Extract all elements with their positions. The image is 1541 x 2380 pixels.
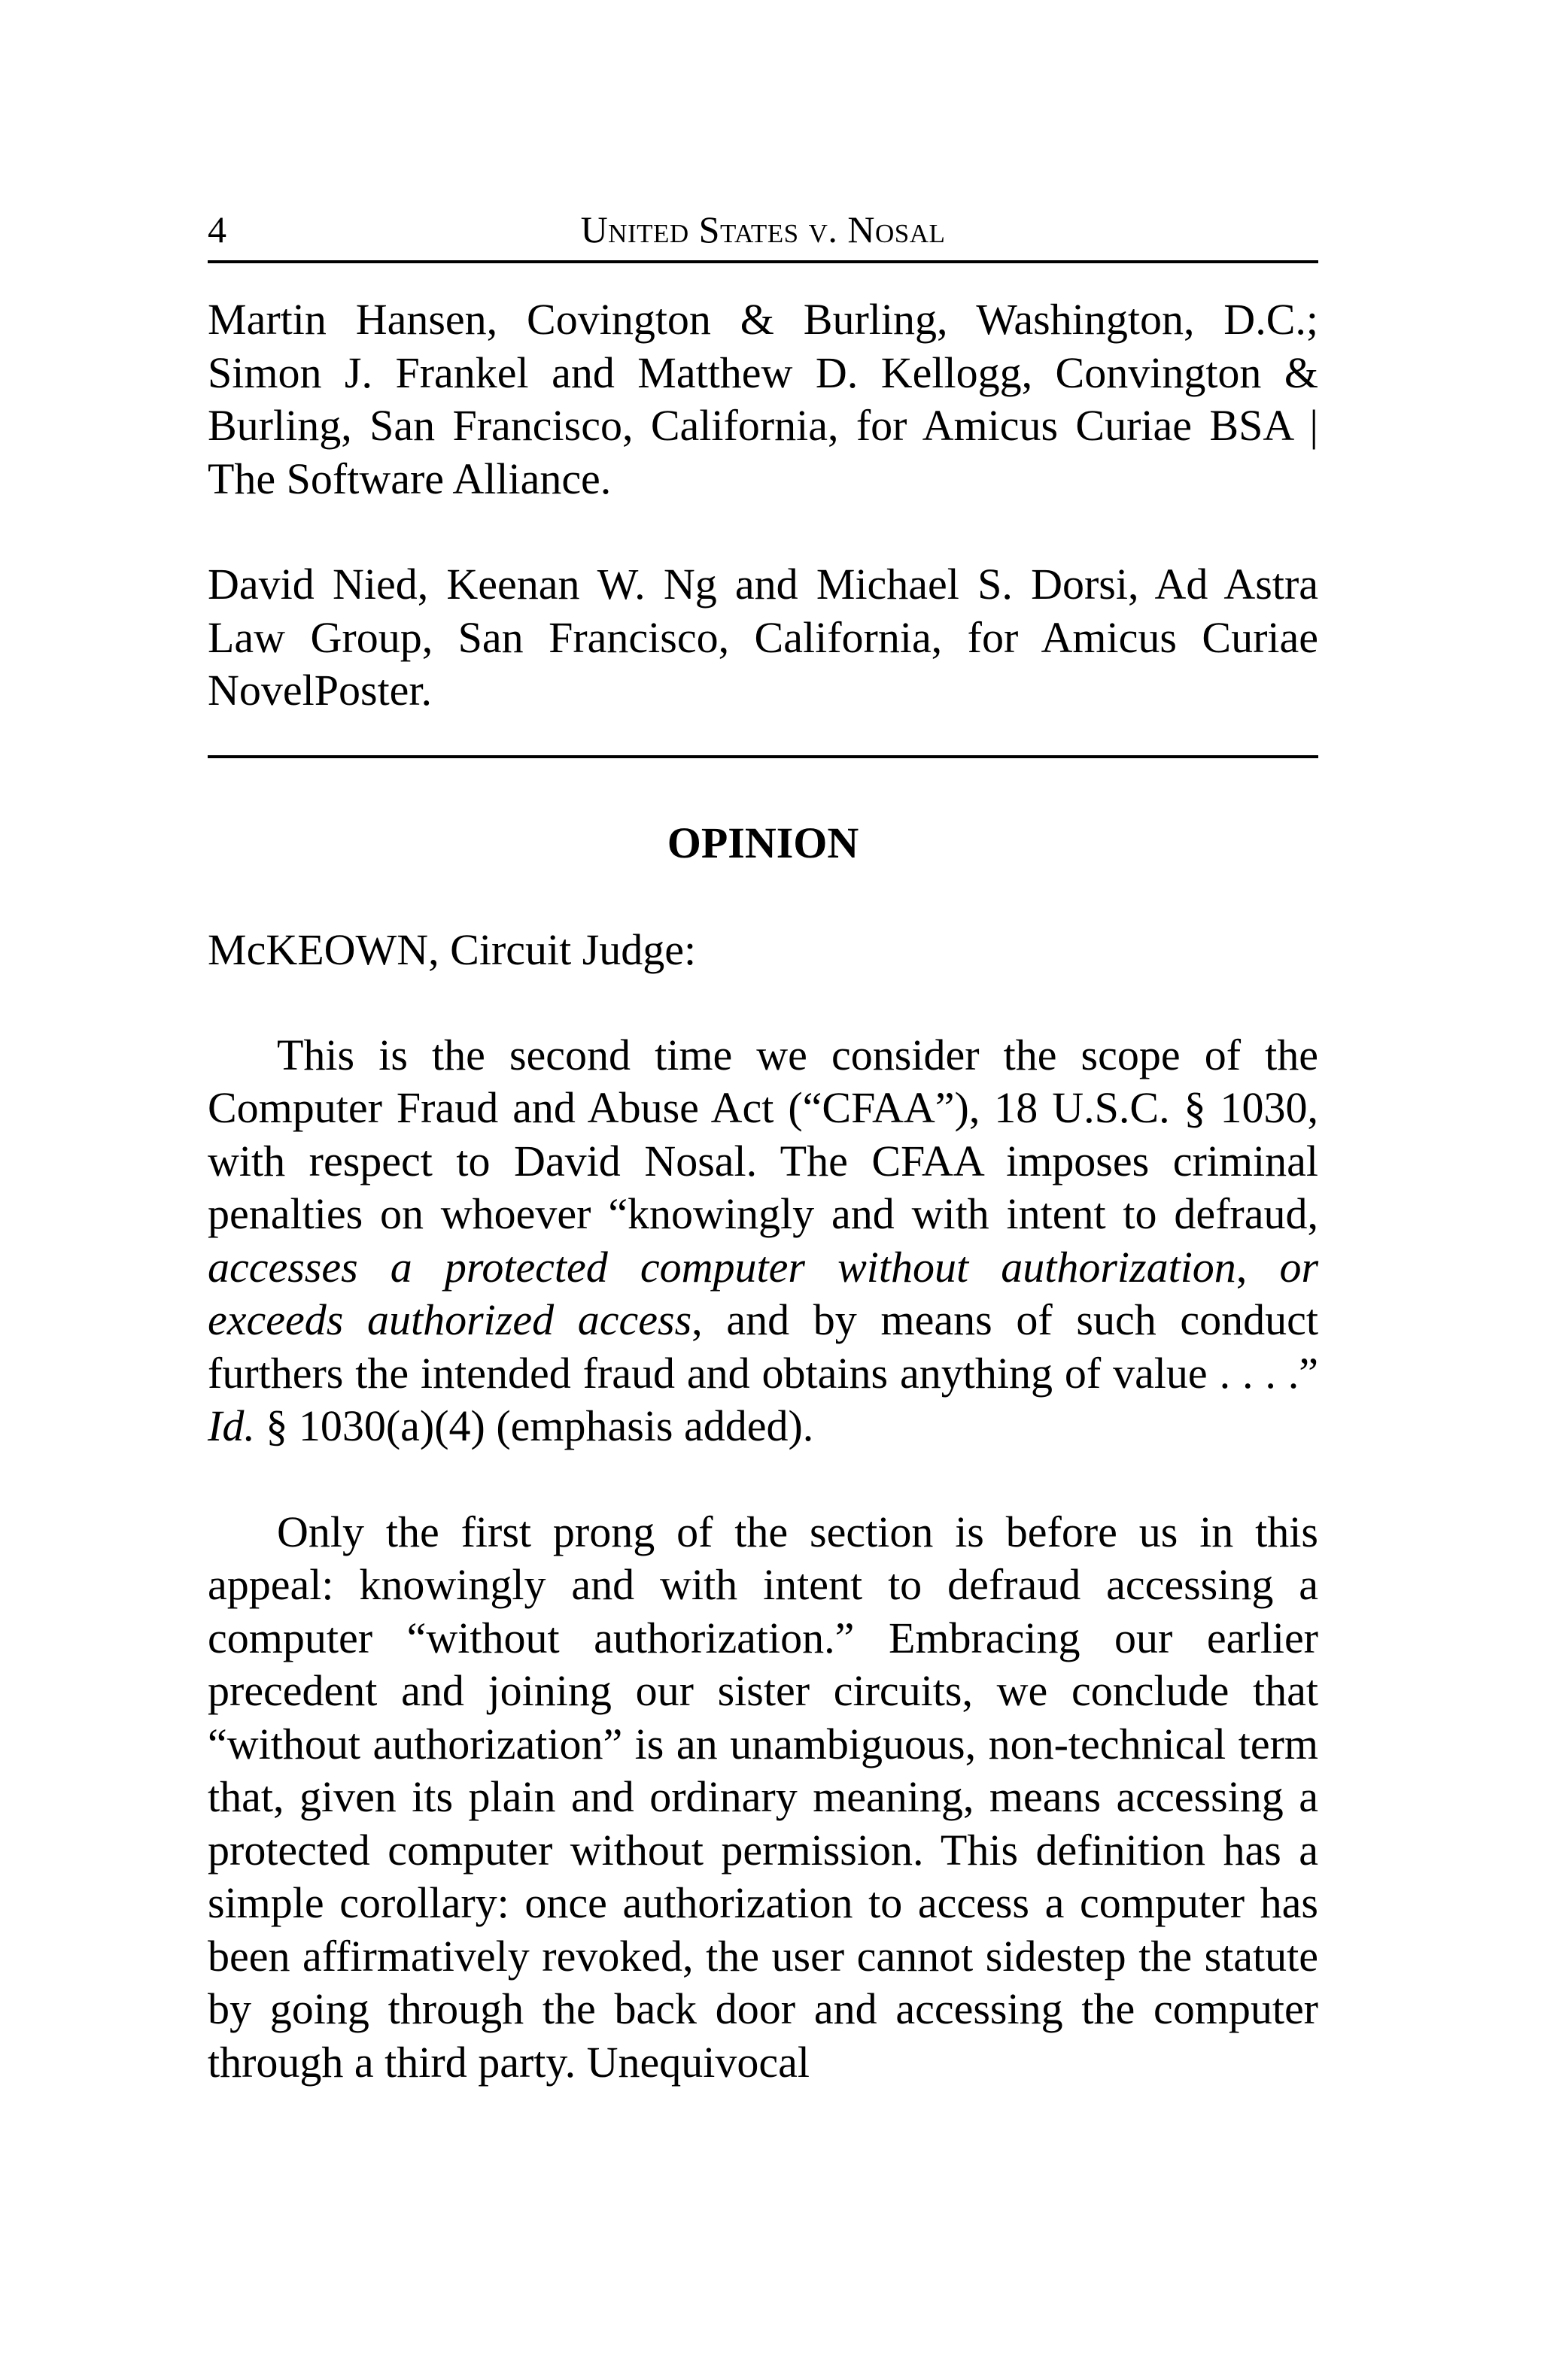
opinion-body: [208, 1029, 1318, 2090]
opinion-paragraph: [208, 1029, 1318, 1453]
opinion-paragraph: Only the first prong of the section is before us in this appeal: knowingly and with intent to defraud accessing a computer “without authorization.” Embracing our earlier precedent and joining our sister circuits, we conclude that “without authorization” is an unambiguous, non-technical term that, given its plain and ordinary meaning, means accessing a protected computer without permission. This definition has a simple corollary: once authorization to access a computer has been affirmatively revoked, the user cannot sidestep the statute by going through the back door and accessing the computer through a third party. Unequivocal: [208, 1507, 1318, 2087]
judge-line: McKEOWN, Circuit Judge:: [208, 924, 697, 974]
running-header: [208, 203, 1318, 263]
page-number: 4: [208, 208, 226, 250]
counsel-paragraph: David Nied, Keenan W. Ng and Michael S. Dorsi, Ad Astra Law Group, San Francisco, California, for Amicus Curiae NovelPoster.: [208, 560, 1318, 715]
counsel-paragraph: Martin Hansen, Covington & Burling, Washington, D.C.; Simon J. Frankel and Matthew D. Kellogg, Convington & Burling, San Francisco, California, for Amicus Curiae BSA | The Software Alliance.: [208, 295, 1318, 503]
paragraph-text: ,: [1236, 1242, 1280, 1292]
emphasized-text: or exceeds authorized access: [208, 1242, 1319, 1344]
paragraph-text: § 1030(a)(4) (emphasis added).: [254, 1401, 814, 1450]
paragraph-text: This is the second time we consider the scope of the Computer Fraud and Abuse Act (“CFAA”), 18 U.S.C. § 1030, with respect to David Nosal. The CFAA imposes criminal penalties on whoever “knowingly and with intent to defraud,: [208, 1030, 1318, 1238]
counsel-listing: [208, 293, 1318, 718]
opinion-heading: OPINION: [667, 818, 859, 867]
citation-signal: Id.: [208, 1401, 255, 1450]
emphasized-text: accesses a protected computer without authorization: [208, 1242, 1236, 1292]
document-page: [208, 203, 1318, 2089]
running-title: United States v. Nosal: [580, 208, 946, 250]
section-divider: [208, 755, 1318, 758]
paragraph-text: , and by means of such conduct furthers the intended fraud and obtains anything of value . . . .”: [208, 1295, 1318, 1398]
